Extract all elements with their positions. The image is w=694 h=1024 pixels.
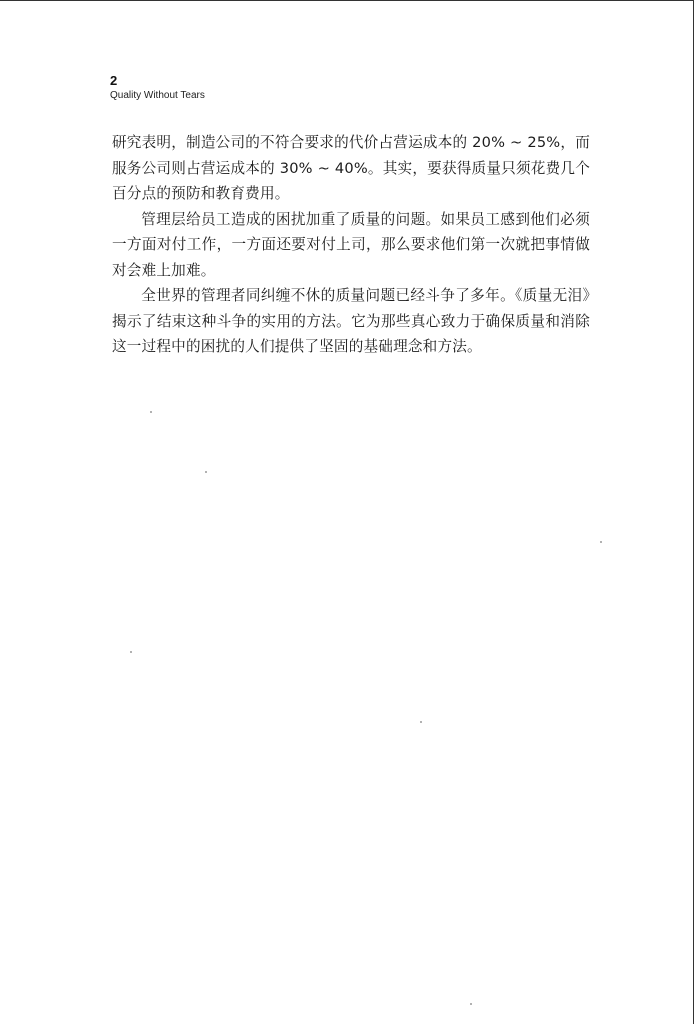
page-header xyxy=(110,73,630,102)
scan-speck xyxy=(130,651,132,653)
running-title: Quality Without Tears xyxy=(110,90,205,101)
scan-speck xyxy=(470,1003,472,1005)
scan-speck xyxy=(420,721,422,723)
scan-speck xyxy=(600,541,602,543)
page-number: 2 xyxy=(110,73,118,88)
paragraph-2: 管理层给员工造成的困扰加重了质量的问题。如果员工感到他们必须一方面对付工作，一方面还要对付上司，那么要求他们第一次就把事情做对会难上加难。 xyxy=(112,210,590,279)
paragraph-3: 全世界的管理者同纠缠不休的质量问题已经斗争了多年。《质量无泪》揭示了结束这种斗争的实用的方法。它为那些真心致力于确保质量和消除这一过程中的困扰的人们提供了坚固的基础理念和方法。 xyxy=(112,287,590,355)
scan-speck xyxy=(150,411,152,413)
scan-speck xyxy=(205,471,207,473)
paragraph-1: 研究表明，制造公司的不符合要求的代价占营运成本的 20% ~ 25%，而服务公司则占营运成本的 30% ~ 40%。其实，要获得质量只须花费几个百分点的预防和教育费用。 xyxy=(112,134,590,202)
body-text xyxy=(112,130,590,360)
